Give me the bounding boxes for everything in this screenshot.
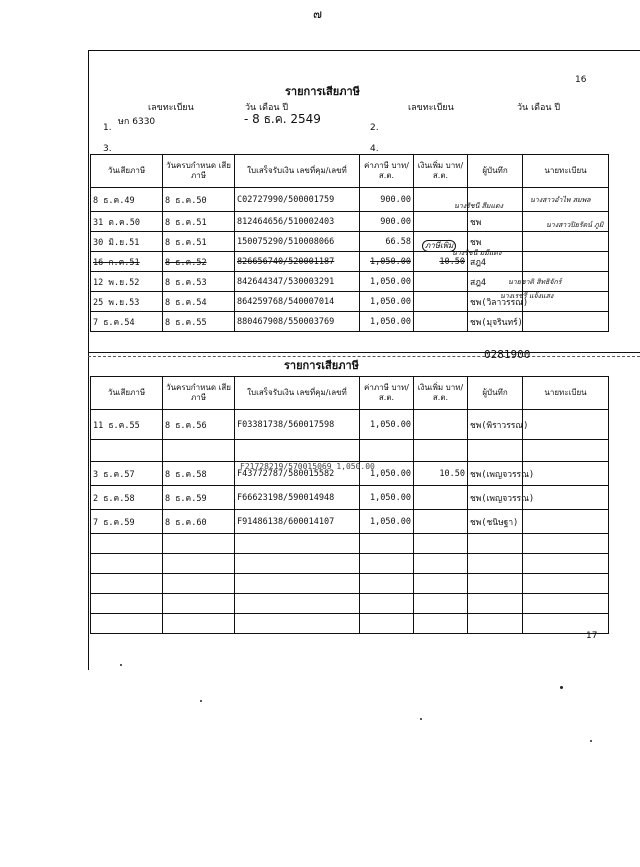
table-row: 7 ธ.ค.59 8 ธ.ค.60 F91486138/600014107 1,050.00 ชพ(ชนิษฐา) (91, 510, 609, 534)
row-no-4: 4. (370, 144, 379, 154)
scan-speck (200, 700, 202, 702)
row-no-3: 3. (103, 144, 112, 154)
tax-table-1 (90, 154, 609, 332)
page-number-bottom: 17 (586, 631, 598, 641)
header-tax-date: วันเสียภาษี (91, 155, 163, 188)
page-border-left (88, 50, 89, 670)
header-recorder: ผู้บันทึก (468, 377, 523, 410)
table-row: 8 ธ.ค.49 8 ธ.ค.50 C02727990/500001759 900.00 (91, 188, 609, 212)
serial-number: 0281900 (484, 348, 531, 361)
handwritten-signature: นางสาวปิยรัตน์ ภูมิ (546, 221, 604, 229)
header-receipt: ใบเสร็จรับเงิน เลขที่คุม/เลขที่ (235, 377, 360, 410)
top-mark: ๗ (313, 7, 323, 21)
handwritten-signature: นายชาติ สิทธิจักร์ (508, 278, 562, 286)
overprinted-receipt: F21728219/570015069 1,050.00 (240, 462, 375, 471)
table-row: 3 ธ.ค.57 8 ธ.ค.58 F43772787/580015582 1,050.00 10.50 ชพ(เพญจวรรณ) (91, 462, 609, 486)
row-no-1: 1. (103, 123, 112, 133)
scan-speck (420, 718, 422, 720)
table-row: 16 ก.ค.51 8 ธ.ค.52 826656740/520001187 1,050.00 10.50 สฎ4 (91, 252, 609, 272)
scan-speck (560, 686, 563, 689)
registration-value: ษก 6330 (118, 117, 156, 127)
table-row (91, 554, 609, 574)
scan-speck (590, 740, 592, 742)
page-number-top: 16 (575, 75, 587, 85)
table-row: 30 มิ.ย.51 8 ธ.ค.51 150075290/510008066 66.58 ชพ (91, 232, 609, 252)
table-header-row (91, 377, 609, 410)
table-row (91, 440, 609, 462)
table-row (91, 594, 609, 614)
table-row: 11 ธ.ค.55 8 ธ.ค.56 F03381738/560017598 1,050.00 ชพ(พิราวรรณ) (91, 410, 609, 440)
label-registration: เลขทะเบียน (148, 103, 194, 113)
header-surcharge: เงินเพิ่ม บาท/ส.ต. (414, 377, 468, 410)
table-header-row (91, 155, 609, 188)
handwritten-signature: นางรัชนี มมีแดง (452, 249, 502, 257)
header-registrar: นายทะเบียน (523, 155, 609, 188)
table-row: 2 ธ.ค.58 8 ธ.ค.59 F66623198/590014948 1,050.00 ชพ(เพญจวรรณ) (91, 486, 609, 510)
handwritten-note: ภาษีเพิ่ม (422, 240, 456, 252)
registration-date-value: - 8 ธ.ค. 2549 (244, 112, 321, 126)
header-tax-date: วันเสียภาษี (91, 377, 163, 410)
handwritten-signature: นางเรชรี แจ้งแสง (500, 292, 554, 300)
handwritten-signature: นางสาวอำไพ สมพล (530, 196, 591, 204)
header-surcharge: เงินเพิ่ม บาท/ส.ต. (414, 155, 468, 188)
table-row (91, 534, 609, 554)
scan-speck (120, 664, 122, 666)
section-divider (88, 352, 640, 353)
table-row: 25 พ.ย.53 8 ธ.ค.54 864259768/540007014 1,050.00 ชพ(วิลาวรรณ) (91, 292, 609, 312)
table-row: 7 ธ.ค.54 8 ธ.ค.55 880467908/550003769 1,050.00 ชพ(มุจรินทร์) (91, 312, 609, 332)
row-no-2: 2. (370, 123, 379, 133)
table-row: 31 ต.ค.50 8 ธ.ค.51 812464656/510002403 900.00 ชพ (91, 212, 609, 232)
table-row (91, 574, 609, 594)
section-divider-dashed (88, 356, 640, 358)
header-tax-amount: ค่าภาษี บาท/ส.ต. (360, 155, 414, 188)
label-date: วัน เดือน ปี (245, 103, 289, 113)
table-row (91, 614, 609, 634)
section-title-1: รายการเสียภาษี (285, 85, 360, 98)
page-border-top (88, 50, 640, 51)
section-title-2: รายการเสียภาษี (284, 359, 359, 372)
label-registration-2: เลขทะเบียน (408, 103, 454, 113)
tax-table-2 (90, 376, 609, 634)
header-due-date: วันครบกำหนด เสียภาษี (163, 377, 235, 410)
header-recorder: ผู้บันทึก (468, 155, 523, 188)
header-registrar: นายทะเบียน (523, 377, 609, 410)
label-date-2: วัน เดือน ปี (517, 103, 561, 113)
header-receipt: ใบเสร็จรับเงิน เลขที่คุม/เลขที่ (235, 155, 360, 188)
handwritten-signature: นางรัชนี สีมแดง (454, 202, 504, 210)
header-due-date: วันครบกำหนด เสียภาษี (163, 155, 235, 188)
header-tax-amount: ค่าภาษี บาท/ส.ต. (360, 377, 414, 410)
table-row: 12 พ.ย.52 8 ธ.ค.53 842644347/530003291 1,050.00 สฎ4 (91, 272, 609, 292)
